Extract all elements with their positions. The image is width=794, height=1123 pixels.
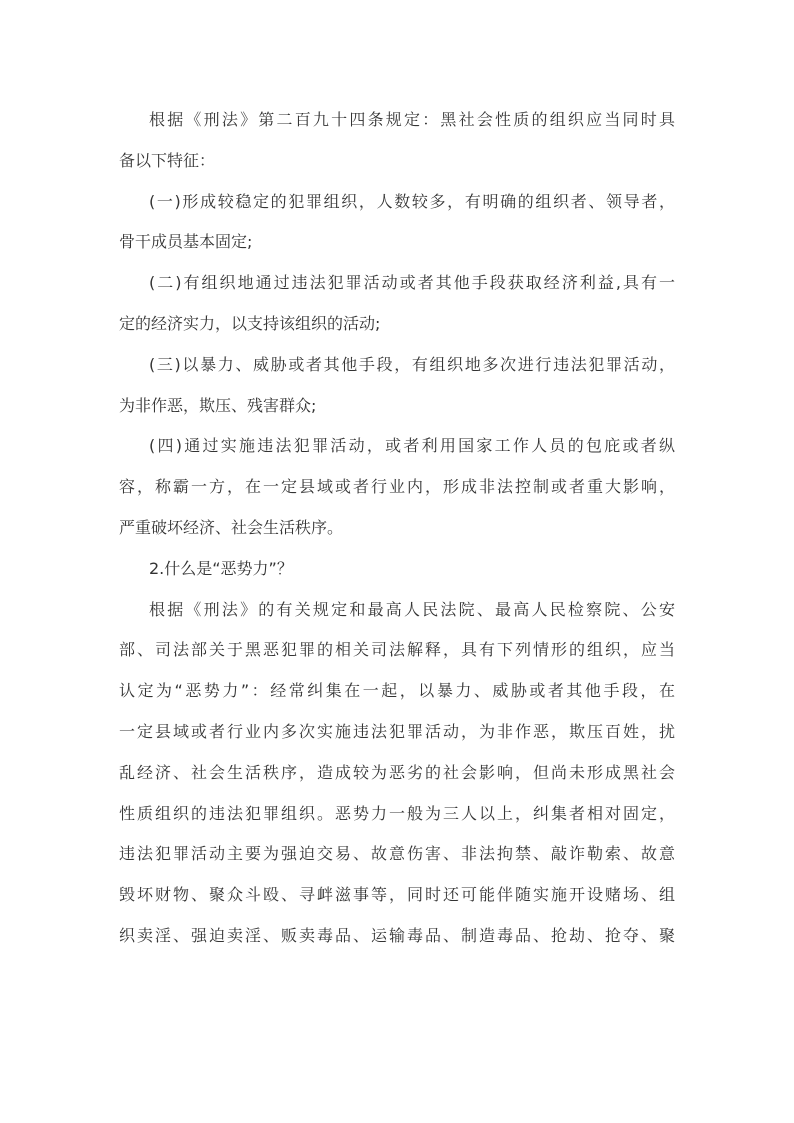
- text-line: 织卖淫、强迫卖淫、贩卖毒品、运输毒品、制造毒品、抢劫、抢夺、聚: [119, 925, 675, 945]
- text-line: (四)通过实施违法犯罪活动，或者利用国家工作人员的包庇或者纵: [149, 436, 675, 456]
- text-line: 骨干成员基本固定;: [119, 232, 253, 252]
- text-line: (二)有组织地通过违法犯罪活动或者其他手段获取经济利益,具有一: [149, 273, 675, 293]
- text-line: 根据《刑法》第二百九十四条规定：黑社会性质的组织应当同时具: [149, 110, 675, 129]
- text-line: 毁坏财物、聚众斗殴、寻衅滋事等，同时还可能伴随实施开设赌场、组: [119, 885, 675, 905]
- text-line: 一定县域或者行业内多次实施违法犯罪活动，为非作恶，欺压百姓，扰: [119, 721, 675, 741]
- text-line: 乱经济、社会生活秩序，造成较为恶劣的社会影响，但尚未形成黑社会: [119, 762, 675, 782]
- text-line: 性质组织的违法犯罪组织。恶势力一般为三人以上，纠集者相对固定，: [119, 803, 675, 823]
- document-body: [119, 100, 675, 957]
- section-heading: 2.什么是“恶势力”？: [149, 558, 293, 578]
- text-line: 严重破坏经济、社会生活秩序。: [119, 517, 344, 537]
- text-line: 违法犯罪活动主要为强迫交易、故意伤害、非法拘禁、敲诈勒索、故意: [119, 844, 675, 864]
- text-line: (三)以暴力、威胁或者其他手段，有组织地多次进行违法犯罪活动，: [149, 354, 675, 374]
- text-line: 定的经济实力，以支持该组织的活动;: [119, 313, 381, 333]
- text-line: 为非作恶，欺压、残害群众;: [119, 395, 317, 415]
- text-line: 备以下特征：: [119, 150, 216, 170]
- text-line: 根据《刑法》的有关规定和最高人民法院、最高人民检察院、公安: [149, 599, 675, 619]
- text-line: 容，称霸一方，在一定县域或者行业内，形成非法控制或者重大影响，: [119, 477, 675, 497]
- text-line: (一)形成较稳定的犯罪组织，人数较多，有明确的组织者、领导者，: [149, 191, 675, 211]
- text-line: 部、司法部关于黑恶犯罪的相关司法解释，具有下列情形的组织，应当: [119, 640, 675, 660]
- text-line: 认定为“恶势力”：经常纠集在一起，以暴力、威胁或者其他手段，在: [119, 681, 675, 701]
